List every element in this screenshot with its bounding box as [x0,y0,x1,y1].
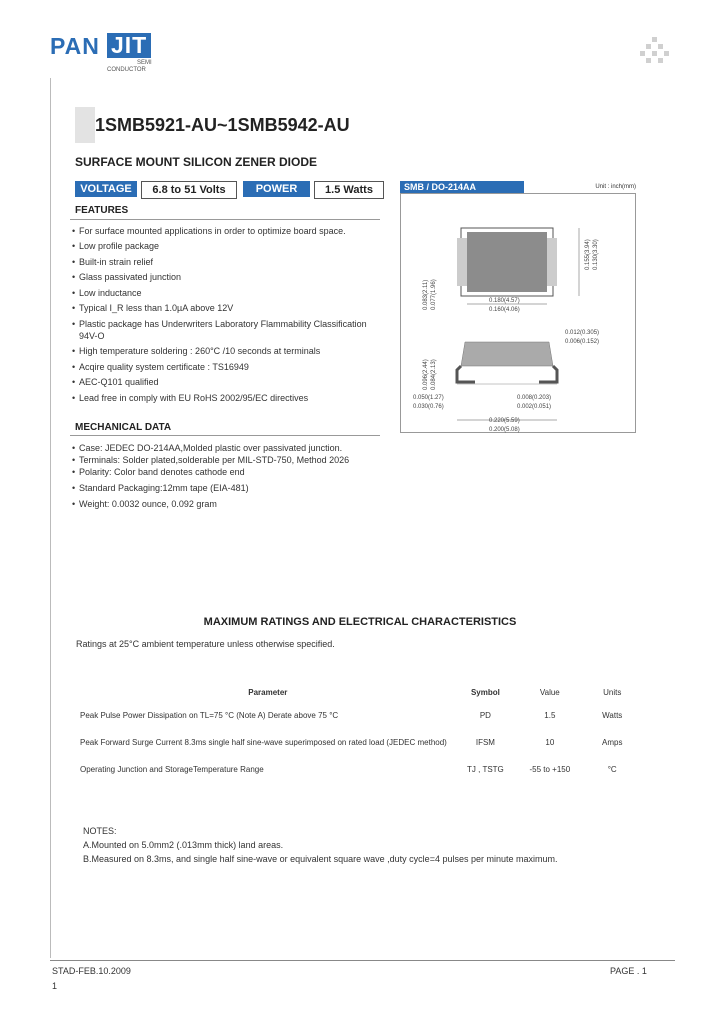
table-row [74,702,640,729]
ratings-note: Ratings at 25°C ambient temperature unless otherwise specified. [76,639,335,649]
feature-item: • Typical I_R less than 1.0µA above 12V [72,301,382,316]
dim-p1: 0.050(1.27) [413,395,444,401]
mechanical-item: • Terminals: Solder plated,solderable per MIL-STD-750, Method 2026 [72,454,382,466]
dim-s1: 0.096(2.44) [423,359,429,390]
logo-subtitle [107,60,167,74]
max-ratings-heading: MAXIMUM RATINGS AND ELECTRICAL CHARACTERISTICS [203,616,517,628]
ratings-table [74,682,640,783]
dim-o1: 0.220(5.59) [489,418,520,424]
feature-item: • Glass passivated junction [72,270,382,285]
mechanical-item: • Case: JEDEC DO-214AA,Molded plastic over passivated junction. [72,442,382,454]
package-lead-left [457,238,467,286]
package-lead-right [547,238,557,286]
dim-l1: 0.180(4.57) [489,298,520,304]
features-list [72,224,382,406]
row-units: Amps [602,738,623,747]
row-parameter: Operating Junction and StorageTemperature Range [80,765,264,774]
logo-sub-line2: CONDUCTOR [107,67,146,73]
row-symbol: PD [479,711,491,720]
feature-item: • Built-in strain relief [72,255,382,270]
package-side-body [461,342,553,366]
logo-jit-text: JIT [107,33,151,58]
mechanical-rule [70,435,380,436]
dim-q1: 0.008(0.203) [517,395,552,401]
footer-rule [50,960,675,961]
feature-item: • For surface mounted applications in order to optimize board space. [72,224,382,239]
dim-h1: 0.083(2.11) [423,279,429,310]
footer-page-number: 1 [52,981,58,991]
left-margin-line [50,78,51,958]
dim-s2: 0.084(2.13) [431,359,437,390]
row-value: 10 [545,738,555,747]
dim-q2: 0.002(0.051) [517,404,552,410]
row-value: -55 to +150 [529,765,571,774]
feature-item: • Lead free in comply with EU RoHS 2002/95/EC directives [72,391,382,406]
voltage-label: VOLTAGE [75,181,137,197]
note-a: A.Mounted on 5.0mm2 (.013mm thick) land areas. [83,840,284,850]
note-b: B.Measured on 8.3ms, and single half sine-wave or equivalent square wave ,duty cycle=4 pulses per minute maximum. [83,854,558,864]
col-symbol: Symbol [470,687,500,697]
dim-h2: 0.077(1.96) [431,279,437,310]
logo-pan-text: PAN [50,33,100,59]
mechanical-item: • Standard Packaging:12mm tape (EIA-481) [72,482,382,494]
table-row [74,756,640,783]
row-value: 1.5 [544,711,556,720]
mechanical-heading: MECHANICAL DATA [75,422,172,433]
feature-item: • Low inductance [72,286,382,301]
row-parameter: Peak Pulse Power Dissipation on TL=75 °C (Note A) Derate above 75 °C [80,711,339,720]
footer-date: STAD-FEB.10.2009 [52,966,131,976]
dim-t2: 0.006(0.152) [565,339,600,345]
package-top-body [467,232,547,292]
features-heading: FEATURES [75,205,129,216]
title-accent-block [75,107,95,143]
package-side-lead-left [457,366,475,382]
row-symbol: IFSM [475,738,495,747]
package-drawing-frame [400,193,636,433]
mechanical-item: • Weight: 0.0032 ounce, 0.092 gram [72,498,382,510]
package-heading: SMB / DO-214AA [400,181,524,193]
page-subtitle: SURFACE MOUNT SILICON ZENER DIODE [75,155,318,169]
dim-o2: 0.200(5.08) [489,427,520,433]
feature-item: • Low profile package [72,239,382,254]
package-side-lead-right [539,366,557,382]
power-value: 1.5 Watts [314,181,384,199]
dim-p2: 0.030(0.76) [413,404,444,410]
row-parameter: Peak Forward Surge Current 8.3ms single half sine-wave superimposed on rated load (JEDEC method) [80,738,447,747]
row-units: °C [607,765,617,774]
voltage-value: 6.8 to 51 Volts [141,181,237,199]
row-units: Watts [602,711,623,720]
page-title: 1SMB5921-AU~1SMB5942-AU [95,115,350,135]
feature-item: • AEC-Q101 qualified [72,375,382,390]
footer-page-label: PAGE . 1 [610,966,647,976]
feature-item: • Acqire quality system certificate : TS16949 [72,360,382,375]
col-value: Value [539,687,560,697]
dim-w1: 0.155(3.94) [585,239,591,270]
power-label: POWER [243,181,310,197]
feature-item: • Plastic package has Underwriters Laboratory Flammability Classification 94V-O [72,316,382,344]
mechanical-item: • Polarity: Color band denotes cathode end [72,466,382,478]
col-parameter: Parameter [248,687,288,697]
feature-item: • High temperature soldering : 260°C /10 seconds at terminals [72,344,382,359]
dim-l2: 0.160(4.06) [489,307,520,313]
package-drawing [401,194,637,434]
ratings-header-row [74,682,640,702]
dim-t1: 0.012(0.305) [565,330,600,336]
col-units: Units [603,687,622,697]
features-rule [70,219,380,220]
row-symbol: TJ , TSTG [467,765,504,774]
logo-sub-line1: SEMI [137,60,152,66]
notes-block [83,824,558,866]
package-unit: Unit : inch(mm) [595,184,636,190]
dim-w2: 0.130(3.30) [593,239,599,270]
mechanical-list [72,442,382,510]
table-row [74,729,640,756]
notes-heading: NOTES: [83,826,117,836]
